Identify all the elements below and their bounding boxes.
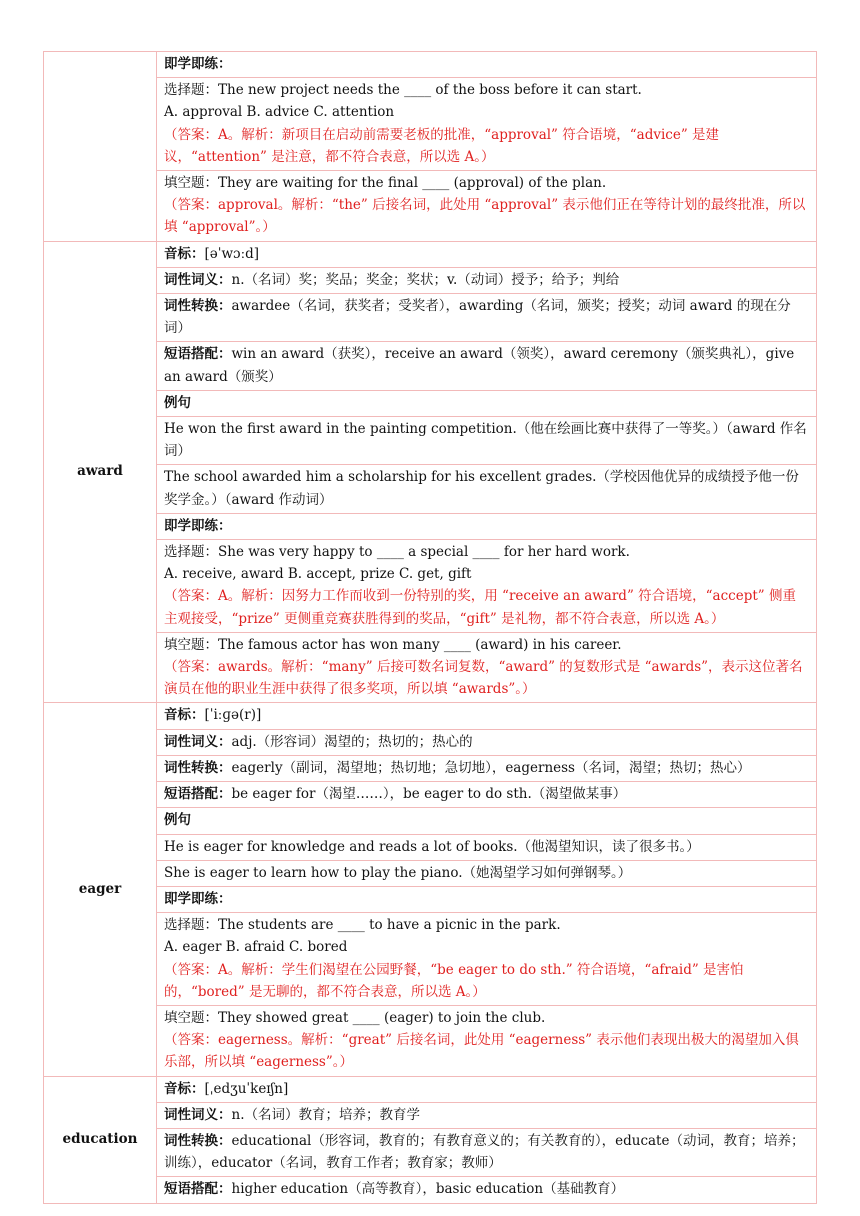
practice-header: 即学即练：: [157, 513, 817, 539]
choice-question-eager: 选择题：The students are ____ to have a picnic in the park. A. eager B. afraid C. bored （答案：A。解析：学生们渴望在公园野餐，“be eager to do sth.” 符合语境，“afraid” 是害怕的，“bored” 是无聊的，都不符合表意，所以选 A。）: [157, 913, 817, 1006]
phonetic-row: 音标：[əˈwɔːd]: [157, 241, 817, 267]
table-row: [44, 729, 817, 755]
conversion-row: 词性转换：educational（形容词，教育的；有教育意义的；有关教育的），educate（动词，教育；培养；训练），educator（名词，教育工作者；教育家；教师）: [157, 1128, 817, 1176]
table-row: [44, 540, 817, 633]
table-row: [44, 417, 817, 465]
example-header: 例句: [157, 808, 817, 834]
collocation-row: 短语搭配：be eager for（渴望……），be eager to do sth.（渴望做某事）: [157, 782, 817, 808]
table-row: [44, 1177, 817, 1203]
table-row: [44, 808, 817, 834]
table-row: [44, 913, 817, 1006]
meaning-row: 词性词义：adj.（形容词）渴望的；热切的；热心的: [157, 729, 817, 755]
table-row: [44, 513, 817, 539]
word-cell-empty: [44, 52, 157, 242]
table-row: [44, 703, 817, 729]
table-row: [44, 1005, 817, 1076]
table-row: [44, 860, 817, 886]
meaning-row: 词性词义：n.（名词）奖；奖品；奖金；奖状；v.（动词）授予；给予；判给: [157, 267, 817, 293]
practice-header: 即学即练：: [157, 886, 817, 912]
answer-text: （答案：A。解析：新项目在启动前需要老板的批准，“approval” 符合语境，“advice” 是建议，“attention” 是注意，都不符合表意，所以选 A。）: [164, 126, 720, 165]
blank-question-award: 填空题：The famous actor has won many ____ (award) in his career. （答案：awards。解析：“many” 后接可数名词复数，“award” 的复数形式是 “awards”，表示这位著名演员在他的职业生涯中获得了很多奖项，所以填 “awards”。）: [157, 632, 817, 703]
table-row: [44, 782, 817, 808]
collocation-row: 短语搭配：higher education（高等教育），basic education（基础教育）: [157, 1177, 817, 1203]
answer-text: （答案：awards。解析：“many” 后接可数名词复数，“award” 的复数形式是 “awards”，表示这位著名演员在他的职业生涯中获得了很多奖项，所以填 “awards”。）: [164, 659, 803, 698]
blank-question-approval: 填空题：They are waiting for the final ____ (approval) of the plan. （答案：approval。解析：“the” 后接名词，此处用 “approval” 表示他们正在等待计划的最终批准，所以填 “approval”。）: [157, 171, 817, 242]
table-row: [44, 267, 817, 293]
conversion-row: 词性转换：eagerly（副词，渴望地；热切地；急切地），eagerness（名词，渴望；热切；热心）: [157, 755, 817, 781]
answer-text: （答案：A。解析：学生们渴望在公园野餐，“be eager to do sth.” 符合语境，“afraid” 是害怕的，“bored” 是无聊的，都不符合表意，所以选 A。）: [164, 961, 744, 1000]
table-row: [44, 294, 817, 342]
example-sentence: He is eager for knowledge and reads a lot of books.（他渴望知识，读了很多书。）: [157, 834, 817, 860]
table-row: [44, 1076, 817, 1102]
choice-question-approval: 选择题：The new project needs the ____ of the boss before it can start. A. approval B. advice C. attention （答案：A。解析：新项目在启动前需要老板的批准，“approval” 符合语境，“advice” 是建议，“attention” 是注意，都不符合表意，所以选 A。）: [157, 78, 817, 171]
table-row: [44, 632, 817, 703]
table-row: [44, 241, 817, 267]
table-row: [44, 1102, 817, 1128]
word-education: education: [44, 1076, 157, 1203]
table-row: [44, 465, 817, 513]
example-header: 例句: [157, 390, 817, 416]
table-row: [44, 886, 817, 912]
table-row: [44, 1128, 817, 1176]
answer-text: （答案：A。解析：因努力工作而收到一份特别的奖，用 “receive an award” 符合语境，“accept” 侧重主观接受，“prize” 更侧重竞赛获胜得到的奖品，“gift” 是礼物，都不符合表意，所以选 A。）: [164, 588, 796, 627]
example-sentence: The school awarded him a scholarship for his excellent grades.（学校因他优异的成绩授予他一份奖学金。）（award 作动词）: [157, 465, 817, 513]
table-row: [44, 52, 817, 78]
table-row: [44, 78, 817, 171]
answer-text: （答案：eagerness。解析：“great” 后接名词，此处用 “eagerness” 表示他们表现出极大的渴望加入俱乐部，所以填 “eagerness”。）: [164, 1032, 799, 1071]
table-row: [44, 342, 817, 390]
word-award: award: [44, 241, 157, 703]
word-eager: eager: [44, 703, 157, 1076]
choice-question-award: 选择题：She was very happy to ____ a special ____ for her hard work. A. receive, award B. accept, prize C. get, gift （答案：A。解析：因努力工作而收到一份特别的奖，用 “receive an award” 符合语境，“accept” 侧重主观接受，“prize” 更侧重竞赛获胜得到的奖品，“gift” 是礼物，都不符合表意，所以选 A。）: [157, 540, 817, 633]
blank-question-eager: 填空题：They showed great ____ (eager) to join the club. （答案：eagerness。解析：“great” 后接名词，此处用 “eagerness” 表示他们表现出极大的渴望加入俱乐部，所以填 “eagerness”。）: [157, 1005, 817, 1076]
table-row: [44, 755, 817, 781]
example-sentence: He won the first award in the painting competition.（他在绘画比赛中获得了一等奖。）（award 作名词）: [157, 417, 817, 465]
phonetic-row: 音标：[ˈiːɡə(r)]: [157, 703, 817, 729]
phonetic-row: 音标：[ˌedʒuˈkeɪʃn]: [157, 1076, 817, 1102]
collocation-row: 短语搭配：win an award（获奖），receive an award（领奖），award ceremony（颁奖典礼），give an award（颁奖）: [157, 342, 817, 390]
example-sentence: She is eager to learn how to play the piano.（她渴望学习如何弹钢琴。）: [157, 860, 817, 886]
answer-text: （答案：approval。解析：“the” 后接名词，此处用 “approval” 表示他们正在等待计划的最终批准，所以填 “approval”。）: [164, 197, 806, 236]
table-row: [44, 834, 817, 860]
table-row: [44, 390, 817, 416]
conversion-row: 词性转换：awardee（名词，获奖者；受奖者），awarding（名词，颁奖；授奖；动词 award 的现在分词）: [157, 294, 817, 342]
meaning-row: 词性词义：n.（名词）教育；培养；教育学: [157, 1102, 817, 1128]
table-row: [44, 171, 817, 242]
practice-header: 即学即练：: [157, 52, 817, 78]
vocab-table: [43, 51, 817, 1204]
